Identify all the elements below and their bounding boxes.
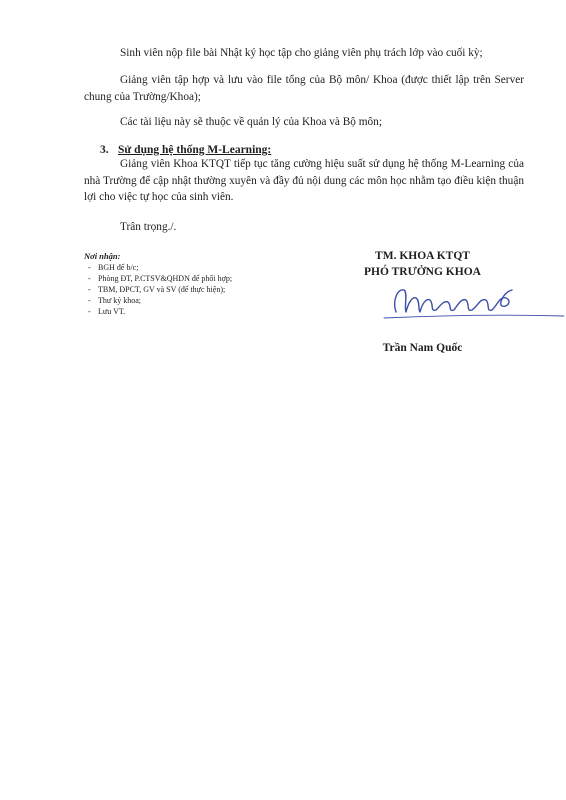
closing-text: Trân trọng./. xyxy=(120,221,177,233)
section-number: 3. xyxy=(100,144,109,156)
handwritten-signature xyxy=(378,278,566,328)
paragraph-lecturer-collect: Giảng viên tập hợp và lưu vào file tổng của Bộ môn/ Khoa (được thiết lập trên Server chung của Trường/Khoa); xyxy=(84,74,524,103)
recipient-item: - Thư ký khoa; xyxy=(84,295,344,306)
paragraph-m-learning: Giảng viên Khoa KTQT tiếp tục tăng cường hiệu suất sử dụng hệ thống M-Learning của nhà Trường để cập nhật thường xuyên và đầy đủ nội dung các môn học nhằm tạo điều kiện thuận lợi cho việc tự học của sinh viên. xyxy=(84,158,524,203)
signer-name: Trần Nam Quốc xyxy=(382,342,463,354)
recipients-list xyxy=(84,262,344,317)
signature-title-block xyxy=(350,248,495,280)
paragraph-submit-journal: Sinh viên nộp file bài Nhật ký học tập cho giảng viên phụ trách lớp vào cuối kỳ; xyxy=(120,47,483,59)
paragraph-documents-management: Các tài liệu này sẽ thuộc về quản lý của Khoa và Bộ môn; xyxy=(120,116,382,128)
recipient-item: - Phòng ĐT, P.CTSV&QHDN để phối hợp; xyxy=(84,273,344,284)
signature-org: TM. KHOA KTQT xyxy=(375,250,470,262)
recipient-item: - BGH để b/c; xyxy=(84,262,344,273)
recipients-label: Nơi nhận: xyxy=(84,251,121,261)
recipients-block xyxy=(84,251,344,317)
signature-position: PHÓ TRƯỞNG KHOA xyxy=(364,266,481,278)
recipient-item: - Lưu VT. xyxy=(84,306,344,317)
recipient-item: - TBM, ĐPCT, GV và SV (để thực hiện); xyxy=(84,284,344,295)
section-title: Sử dụng hệ thống M-Learning: xyxy=(118,144,272,156)
